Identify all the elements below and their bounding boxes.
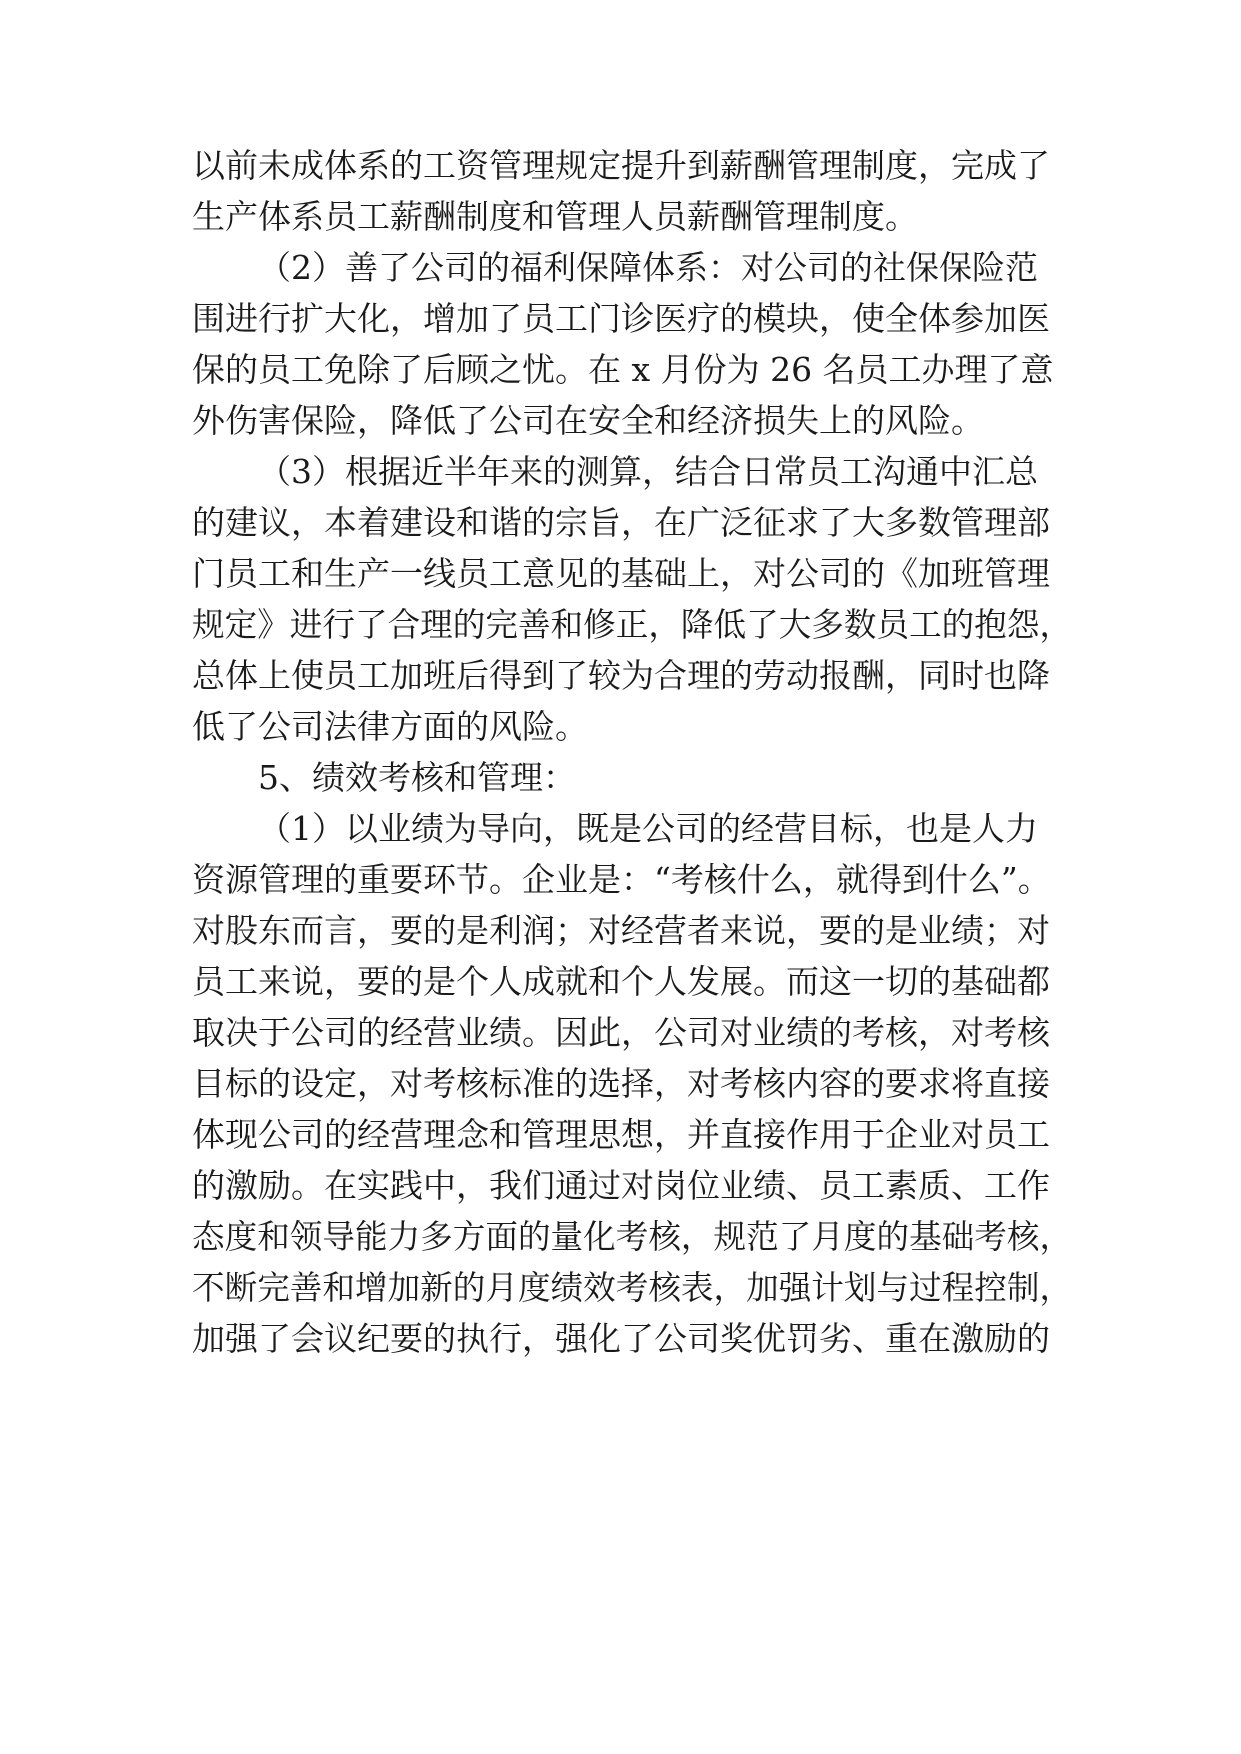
text-line: 取决于公司的经营业绩。因此，公司对业绩的考核，对考核 <box>192 1013 1050 1052</box>
text-line: 加强了会议纪要的执行，强化了公司奖优罚劣、重在激励的 <box>192 1319 1050 1358</box>
text-line: 员工来说，要的是个人成就和个人发展。而这一切的基础都 <box>192 962 1050 1001</box>
text-line: 保的员工免除了后顾之忧。在 x 月份为 26 名员工办理了意 <box>192 350 1054 389</box>
text-line: 的激励。在实践中，我们通过对岗位业绩、员工素质、工作 <box>192 1166 1050 1205</box>
text-line: 不断完善和增加新的月度绩效考核表，加强计划与过程控制， <box>192 1268 1073 1307</box>
text-line: （1）以业绩为导向，既是公司的经营目标，也是人力 <box>258 809 1038 848</box>
text-line: 围进行扩大化，增加了员工门诊医疗的模块，使全体参加医 <box>192 299 1050 338</box>
text-line: 体现公司的经营理念和管理思想，并直接作用于企业对员工 <box>192 1115 1050 1154</box>
text-line: 门员工和生产一线员工意见的基础上，对公司的《加班管理 <box>192 554 1050 593</box>
text-line: 生产体系员工薪酬制度和管理人员薪酬管理制度。 <box>192 197 918 236</box>
text-line: （3）根据近半年来的测算，结合日常员工沟通中汇总 <box>258 452 1038 491</box>
text-line: 对股东而言，要的是利润；对经营者来说，要的是业绩；对 <box>192 911 1050 950</box>
text-line: 总体上使员工加班后得到了较为合理的劳动报酬，同时也降 <box>192 656 1050 695</box>
text-line: （2）善了公司的福利保障体系：对公司的社保保险范 <box>258 248 1038 287</box>
text-line: 资源管理的重要环节。企业是：“考核什么，就得到什么”。 <box>192 860 1051 899</box>
text-line: 态度和领导能力多方面的量化考核，规范了月度的基础考核， <box>192 1217 1073 1256</box>
section-heading: 5、绩效考核和管理： <box>258 758 576 797</box>
text-line: 规定》进行了合理的完善和修正，降低了大多数员工的抱怨， <box>192 605 1073 644</box>
text-line: 以前未成体系的工资管理规定提升到薪酬管理制度，完成了 <box>192 146 1050 185</box>
text-line: 目标的设定，对考核标准的选择，对考核内容的要求将直接 <box>192 1064 1050 1103</box>
text-line: 低了公司法律方面的风险。 <box>192 707 588 746</box>
text-line: 的建议，本着建设和谐的宗旨，在广泛征求了大多数管理部 <box>192 503 1050 542</box>
text-line: 外伤害保险，降低了公司在安全和经济损失上的风险。 <box>192 401 984 440</box>
